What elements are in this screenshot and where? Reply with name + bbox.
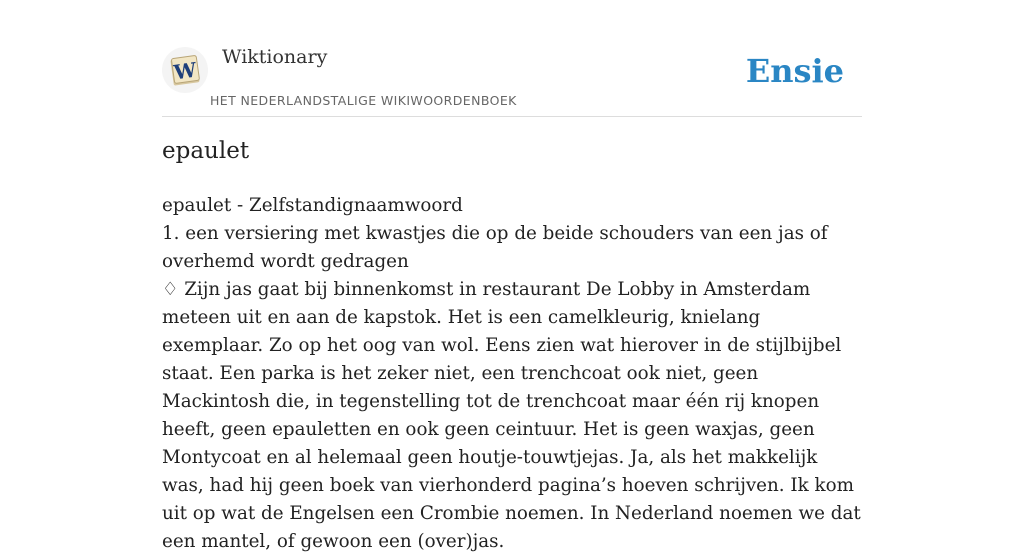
site-tagline: HET NEDERLANDSTALIGE WIKIWOORDENBOEK	[210, 93, 517, 108]
entry-definition: 1. een versiering met kwastjes die op de beide schouders van een jas of overhemd wordt gedragen	[162, 223, 828, 272]
page	[162, 0, 862, 552]
entry-example: ♢ Zijn jas gaat bij binnenkomst in restaurant De Lobby in Amsterdam meteen uit en aan de kapstok. Het is een camelkleurig, knielang exemplaar. Zo op het oog van wol. Eens zien wat hierover in de stijlbijbel staat. Een parka is het zeker niet, een trenchcoat ook niet, geen Mackintosh die, in tegenstelling tot de trenchcoat maar één rij knopen heeft, geen epauletten en ook geen ceintuur. Het is geen waxjas, geen Montycoat en al helemaal geen houtje-touwtjejas. Ja, als het makkelijk was, had hij geen boek van vierhonderd pagina’s hoeven schrijven. Ik kom uit op wat de Engelsen een Crombie noemen. In Nederland noemen we dat een mantel, of gewoon een (over)jas.	[162, 279, 861, 552]
wiktionary-logo[interactable]	[162, 47, 208, 93]
brand-logo-link[interactable]: Ensie	[745, 52, 844, 90]
site-name[interactable]: Wiktionary	[222, 46, 328, 68]
logo-letter: W	[172, 57, 198, 85]
site-header	[162, 0, 862, 117]
entry-title: epaulet	[162, 138, 250, 164]
entry-content	[162, 192, 862, 556]
entry-heading-line: epaulet - Zelfstandignaamwoord	[162, 195, 463, 216]
wiktionary-logo-icon	[167, 52, 203, 88]
